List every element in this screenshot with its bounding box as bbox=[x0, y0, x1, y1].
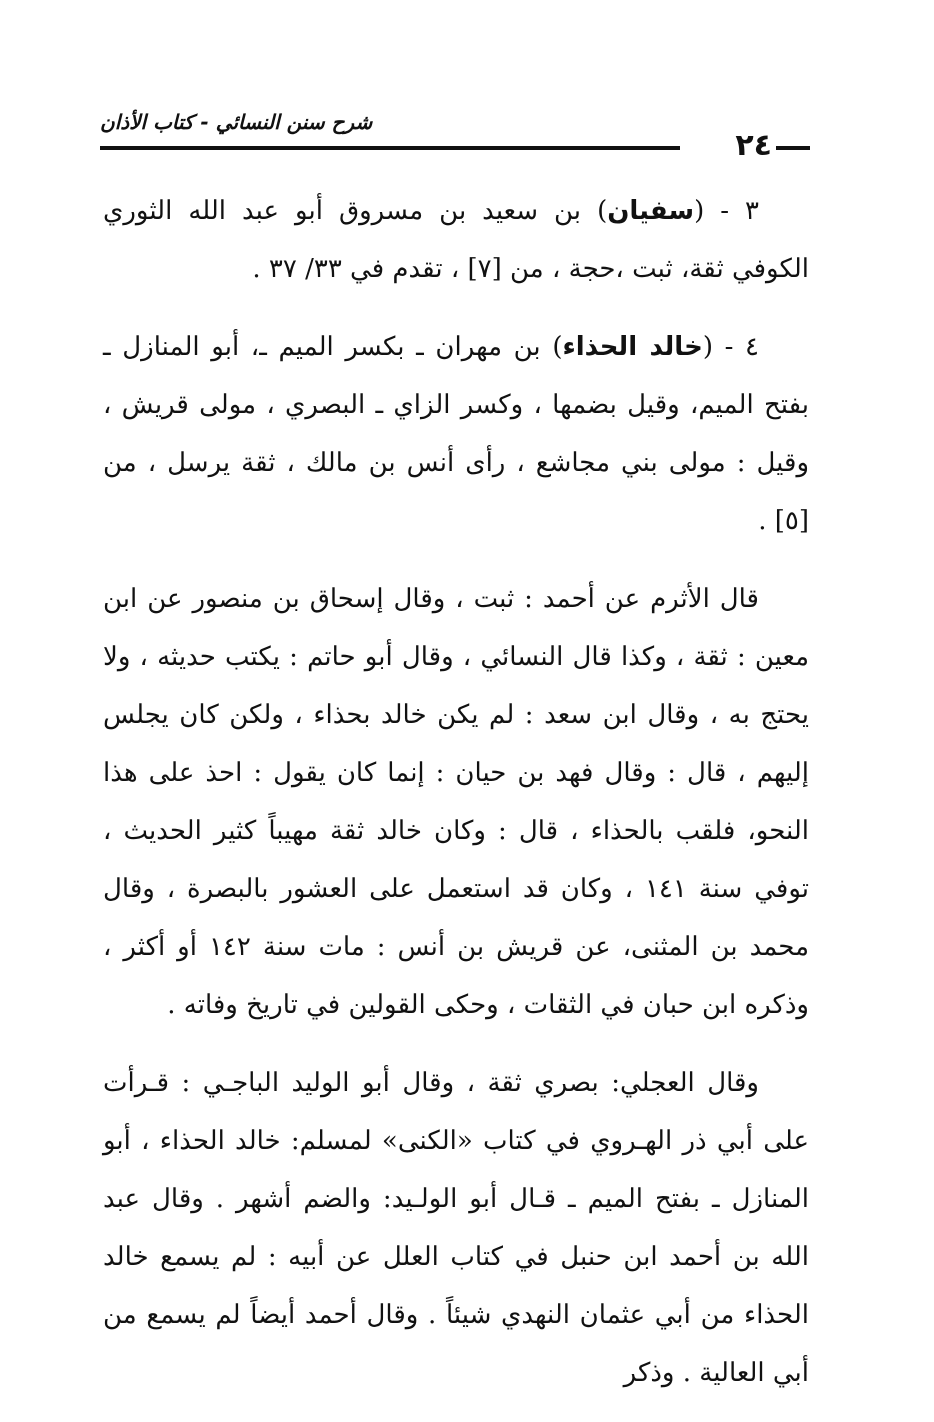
entry-number: ٤ - ( bbox=[702, 332, 759, 362]
page-number: ٢٤ bbox=[735, 128, 772, 163]
running-head: شرح سنن النسائي - كتاب الأذان bbox=[100, 110, 373, 134]
body-text bbox=[103, 182, 809, 1422]
entry-bracket: ) bbox=[552, 332, 563, 362]
narrator-name: سفيان bbox=[607, 196, 695, 226]
page-header bbox=[100, 108, 810, 168]
paragraph-athram: قال الأثرم عن أحمد : ثبت ، وقال إسحاق بن منصور عن ابن معين : ثقة ، وكذا قال النسائي ، وقال أبو حاتم : يكتب حديثه ، ولا يحتج به ، وقال ابن سعد : لم يكن خالد بحذاء ، ولكن كان يجلس إليهم ، قال : وقال فهد بن حيان : إنما كان يقول : احذ على هذا النحو، فلقب بالحذاء ، قال : وكان خالد ثقة مهيباً كثير الحديث ، توفي سنة ١٤١ ، وكان قد استعمل على العشور بالبصرة ، وقال محمد بن المثنى، عن قريش بن أنس : مات سنة ١٤٢ أو أكثر ، وذكره ابن حبان في الثقات ، وحكى القولين في تاريخ وفاته . bbox=[103, 584, 809, 1020]
header-rule bbox=[100, 146, 680, 150]
entry-number: ٣ - ( bbox=[694, 196, 759, 226]
narrator-entry-sufyan bbox=[103, 182, 809, 298]
entry-text: بن سعيد بن مسروق أبو عبد الله الثوري الكوفي ثقة، ثبت ،حجة ، من [٧] ، تقدم في ٣٣/ ٣٧ . bbox=[103, 196, 809, 284]
entry-text: بن مهران ـ بكسر الميم ـ، أبو المنازل ـ بفتح الميم، وقيل بضمها ، وكسر الزاي ـ البصري ، مولى قريش ، وقيل : مولى بني مجاشع ، رأى أنس بن مالك ، ثقة يرسل ، من [٥] . bbox=[103, 332, 810, 536]
narrator-entry-khalid bbox=[103, 318, 809, 550]
narrator-name: خالد الحذاء bbox=[562, 332, 703, 362]
paragraph-ijli: وقال العجلي: بصري ثقة ، وقال أبو الوليد الباجـي : قـرأت على أبي ذر الهـروي في كتاب «الكنى» لمسلم: خالد الحذاء ، أبو المنازل ـ بفتح الميم ـ قـال أبو الولـيد: والضم أشهر . وقال عبد الله بن أحمد ابن حنبل في كتاب العلل عن أبيه : لم يسمع خالد الحذاء من أبي عثمان النهدي شيئاً . وقال أحمد أيضاً لم يسمع من أبي العالية . وذكر bbox=[103, 1068, 809, 1388]
entry-bracket: ) bbox=[597, 196, 608, 226]
header-dash bbox=[776, 146, 810, 150]
